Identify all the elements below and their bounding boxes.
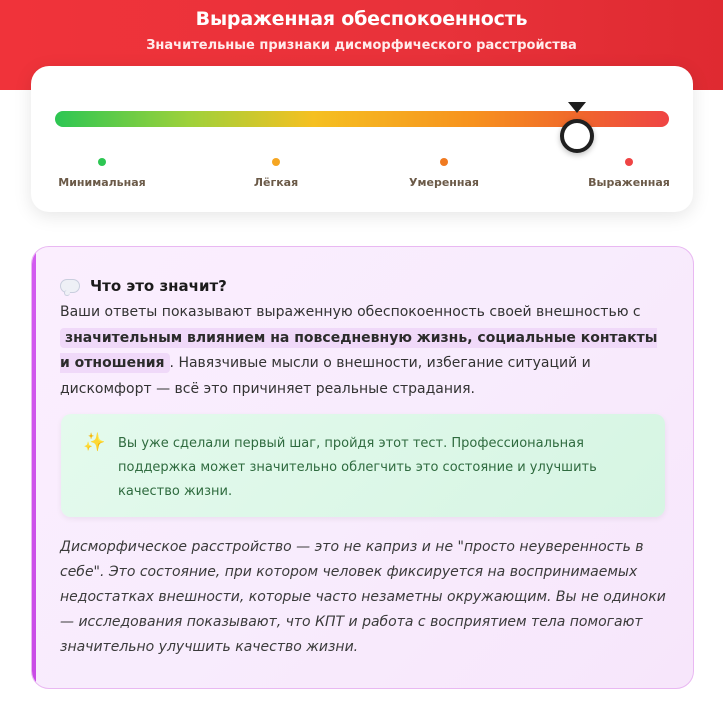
- explanation-title: Что это значит?: [90, 277, 227, 295]
- result-title: Выраженная обеспокоенность: [195, 8, 528, 30]
- scale-level-severe: [569, 158, 689, 189]
- encouragement-tip: [61, 414, 665, 517]
- thought-bubble-icon: [60, 279, 80, 293]
- result-explanation-card: [31, 246, 694, 689]
- scale-level-moderate: [384, 158, 504, 189]
- severity-scale-thumb: [560, 119, 594, 153]
- explanation-text: [60, 300, 665, 402]
- encouragement-tip-text: Вы уже сделали первый шаг, пройдя этот тест. Профессиональная поддержка может значительно облегчить это состояние и улучшить качество жизни.: [118, 436, 597, 499]
- level-dot: [440, 158, 448, 166]
- scale-level-label: Умеренная: [409, 176, 479, 189]
- explanation-highlight: значительным влиянием на повседневную жизнь, социальные контакты и отношения: [60, 329, 658, 371]
- scale-level-mild: [216, 158, 336, 189]
- sparkles-icon: ✨: [83, 432, 106, 453]
- caret-down-icon: [568, 102, 586, 113]
- scale-level-label: Выраженная: [588, 176, 670, 189]
- scale-level-minimal: [42, 158, 162, 189]
- explanation-text-start: Ваши ответы показывают выраженную обеспокоенность своей внешностью с: [60, 304, 641, 320]
- level-dot: [272, 158, 280, 166]
- card-accent-bar: [32, 247, 36, 688]
- scale-level-label: Минимальная: [58, 176, 146, 189]
- explanation-text-end: . Навязчивые мысли о внешности, избегание ситуаций и дискомфорт — всё это причиняет реальные страдания.: [60, 355, 591, 397]
- scale-level-label: Лёгкая: [253, 176, 299, 189]
- explanation-heading: [60, 277, 227, 295]
- condition-note: Дисморфическое расстройство — это не каприз и не "просто неуверенность в себе". Это состояние, при котором человек фиксируется на воспринимаемых недостатках внешности, которые часто незаметны окружающим. Вы не одиноки — исследования показывают, что КПТ и работа с восприятием тела помогают значительно улучшить качество жизни.: [60, 539, 666, 655]
- result-subtitle: Значительные признаки дисморфического расстройства: [146, 38, 577, 53]
- level-dot: [98, 158, 106, 166]
- severity-scale-card: [31, 66, 693, 212]
- level-dot: [625, 158, 633, 166]
